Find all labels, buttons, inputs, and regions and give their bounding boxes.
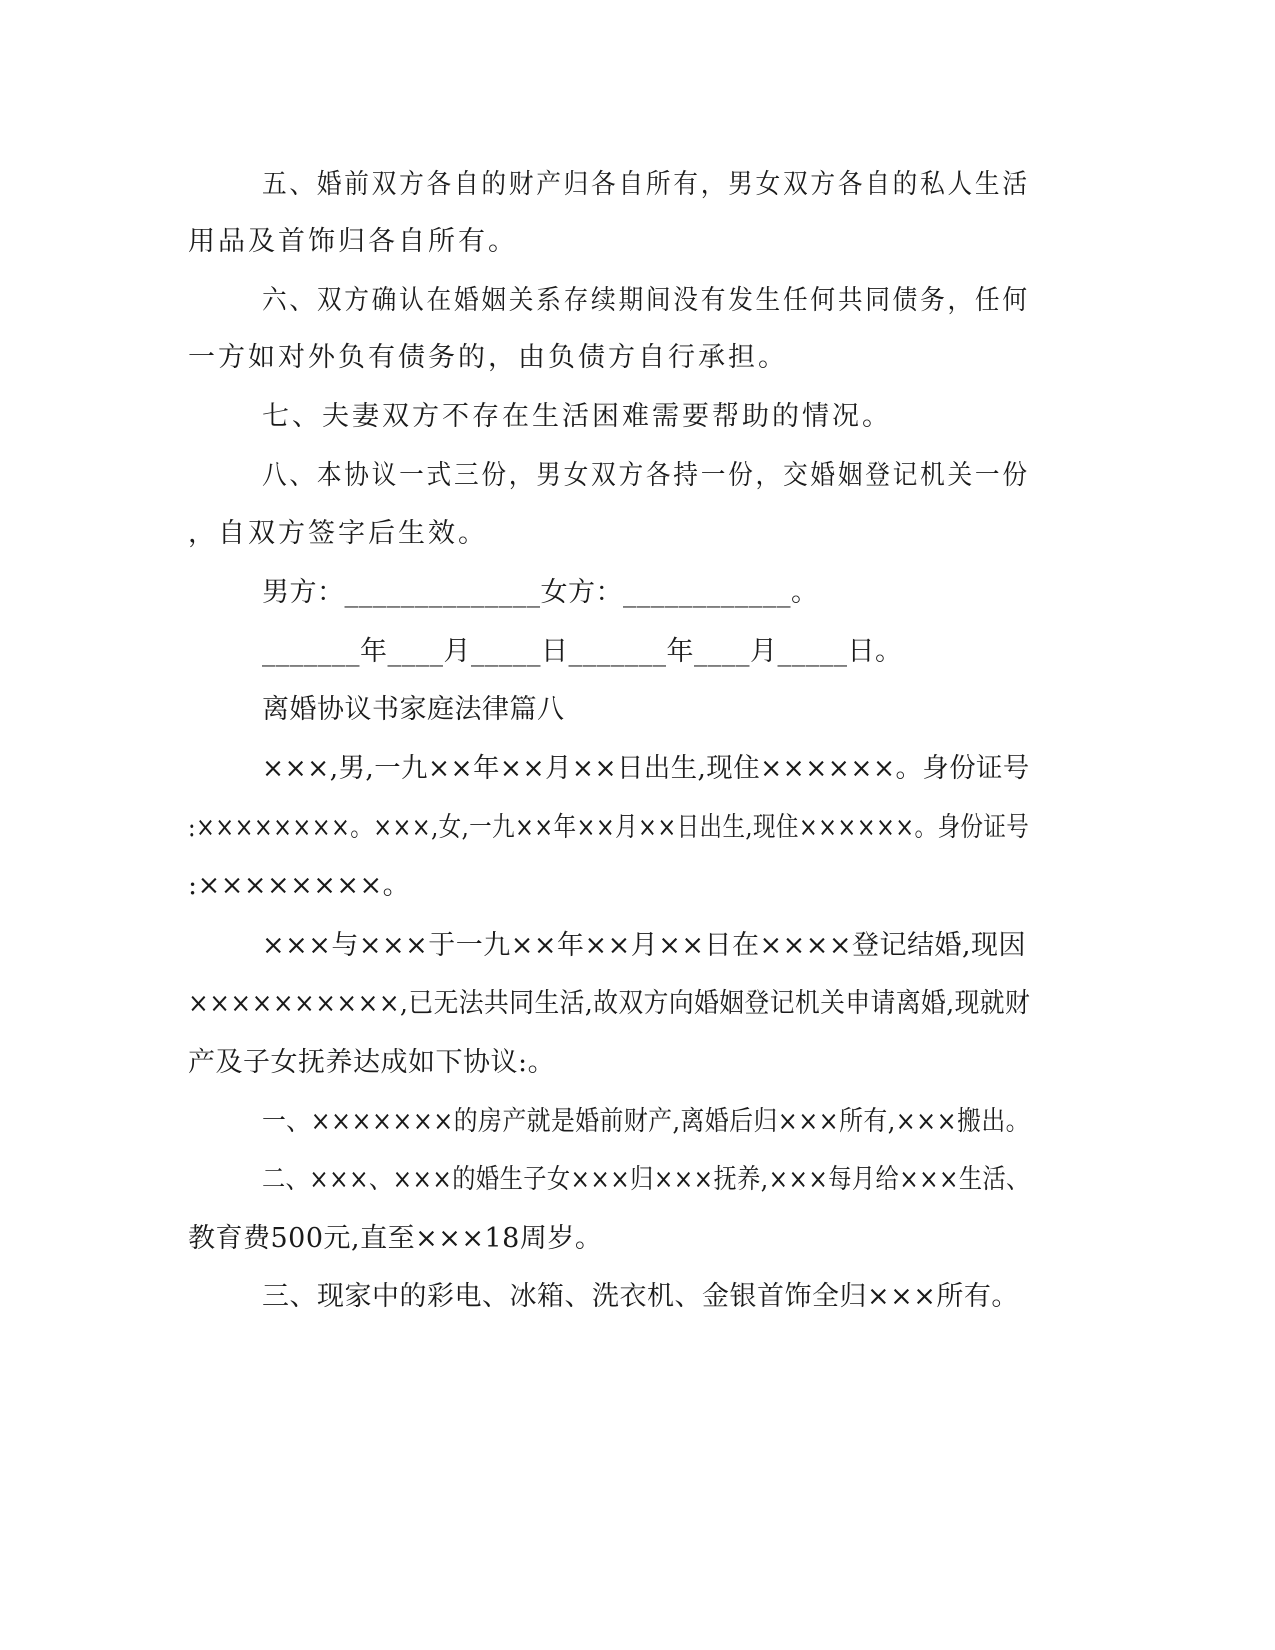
preamble-line-2: ××××××××××,已无法共同生活,故双方向婚姻登记机关申请离婚,现就财	[188, 988, 1031, 1019]
clause-6-line-2: 一方如对外负有债务的，由负债方自行承担。	[188, 342, 788, 373]
item-2-line-1: 二、×××、×××的婚生子女×××归×××抚养,×××每月给×××生活、	[262, 1164, 1030, 1195]
preamble-line-1: ×××与×××于一九××年××月××日在××××登记结婚,现因	[262, 930, 1027, 961]
clause-6-line-1: 六、双方确认在婚姻关系存续期间没有发生任何共同债务，任何	[262, 285, 1030, 316]
section-title: 离婚协议书家庭法律篇八	[262, 694, 565, 725]
id-number-line: :××××××××。	[188, 870, 411, 901]
clause-7: 七、夫妻双方不存在生活困难需要帮助的情况。	[262, 401, 892, 432]
item-2-line-2: 教育费500元,直至×××18周岁。	[188, 1223, 603, 1254]
clause-5-line-2: 用品及首饰归各自所有。	[188, 226, 518, 257]
clause-8-line-2: ，自双方签字后生效。	[188, 518, 488, 549]
signature-line: 男方：______________女方：____________。	[262, 577, 819, 608]
clause-5-line-1: 五、婚前双方各自的财产归各自所有，男女双方各自的私人生活	[262, 169, 1030, 200]
date-line: _______年____月_____日_______年____月_____日。	[262, 636, 903, 667]
item-3: 三、现家中的彩电、冰箱、洗衣机、金银首饰全归×××所有。	[262, 1281, 1019, 1312]
clause-8-line-1: 八、本协议一式三份，男女双方各持一份，交婚姻登记机关一份	[262, 460, 1030, 491]
party-1-line: ×××,男,一九××年××月××日出生,现住××××××。身份证号	[262, 753, 1030, 784]
item-1: 一、×××××××的房产就是婚前财产,离婚后归×××所有,×××搬出。	[262, 1106, 1030, 1137]
preamble-line-3: 产及子女抚养达成如下协议:。	[188, 1047, 556, 1078]
party-2-line: :××××××××。×××,女,一九××年××月××日出生,现住××××××。身份证号	[188, 812, 1030, 843]
